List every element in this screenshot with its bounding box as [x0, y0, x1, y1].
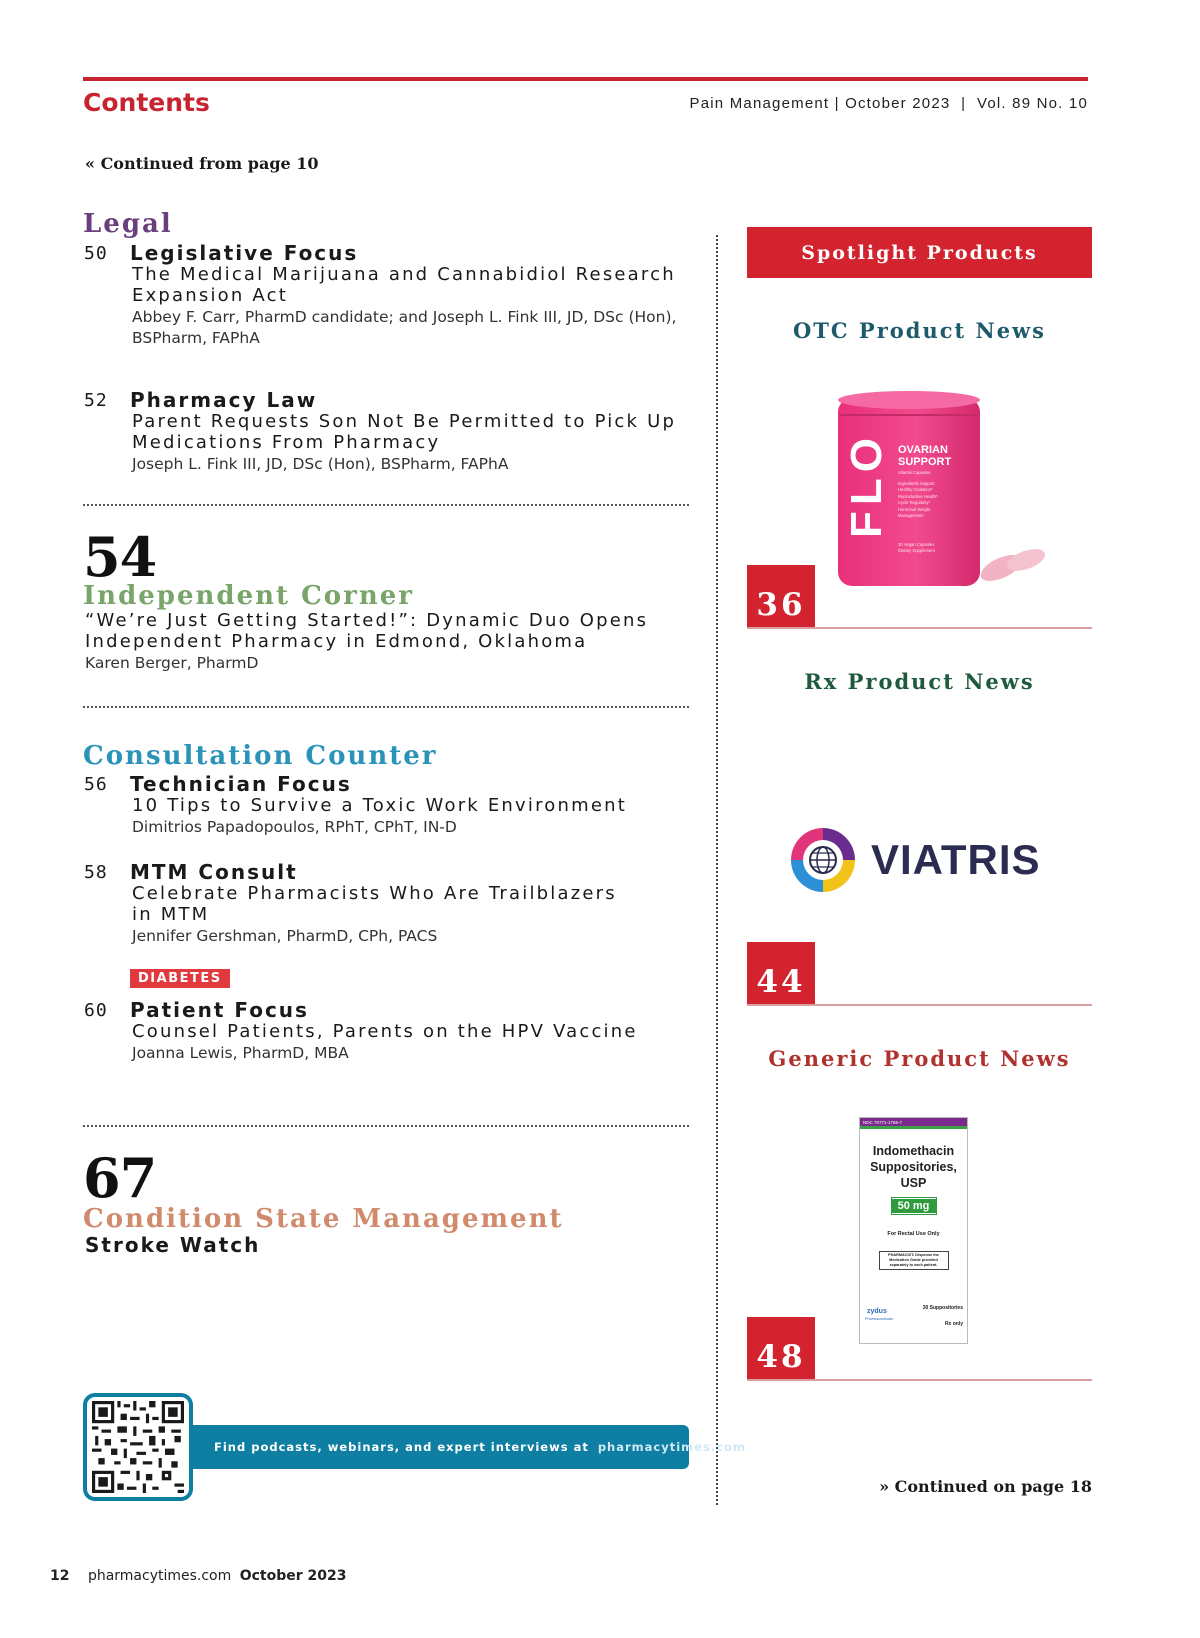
otc-heading[interactable]: OTC Product News [792, 318, 1046, 343]
entry-author [132, 307, 676, 349]
section-heading-consultation: Consultation Counter [83, 741, 438, 771]
otc-page-number[interactable]: 36 [747, 565, 815, 629]
entry-page-number: 50 [84, 243, 108, 264]
entry-subtitle-line: Counsel Patients, Parents on the HPV Vaccine [132, 1021, 638, 1042]
flo-small-line: Reproductive Health* [898, 493, 938, 499]
entry-author-line: Joseph L. Fink III, JD, DSc (Hon), BSPharm, FAPhA [132, 455, 509, 473]
section-divider [83, 1125, 689, 1127]
qr-code[interactable] [83, 1393, 193, 1501]
entry-subtitle [132, 1021, 638, 1042]
entry-subtitle-line: Medications From Pharmacy [132, 432, 441, 453]
page-footer [50, 1568, 347, 1584]
feature-page-number: 54 [83, 525, 157, 589]
entry-title[interactable]: Technician Focus [130, 772, 352, 796]
entry-subtitle [132, 883, 617, 925]
entry-title[interactable]: Patient Focus [130, 998, 309, 1022]
generic-strength-box [891, 1197, 937, 1215]
entry-subtitle-line: “We’re Just Getting Started!”: Dynamic Duo Opens [85, 610, 649, 631]
flo-small-line: 30 Vegan Capsules [898, 541, 935, 547]
generic-page-number[interactable]: 48 [747, 1317, 815, 1381]
entry-author [132, 1043, 349, 1064]
entry-author-line: Jennifer Gershman, PharmD, CPh, PACS [132, 927, 438, 945]
entry-page-number: 52 [84, 390, 108, 411]
entry-author-line: Joanna Lewis, PharmD, MBA [132, 1044, 349, 1062]
header-rule [83, 77, 1088, 81]
viatris-wordmark: VIATRIS [871, 836, 1041, 883]
flo-small-line: Dietary Supplement [898, 548, 935, 553]
entry-subtitle-line: 10 Tips to Survive a Toxic Work Environment [132, 795, 627, 816]
otc-rule [747, 627, 1092, 629]
entry-page-number: 58 [84, 862, 108, 883]
rx-rule [747, 1004, 1092, 1006]
entry-subtitle-line: Celebrate Pharmacists Who Are Trailblazers [132, 883, 617, 904]
promo-text: Find podcasts, webinars, and expert interviews at [214, 1440, 594, 1454]
flo-small-line: Cycle Regularity* [898, 500, 931, 505]
generic-name-line: Indomethacin [872, 1144, 955, 1158]
generic-ndc: NDC 70771-1766-7 [863, 1120, 903, 1125]
topic-badge: DIABETES [130, 969, 230, 988]
rx-page-number[interactable]: 44 [747, 942, 815, 1006]
entry-page-number: 60 [84, 1000, 108, 1021]
generic-top-band [860, 1118, 967, 1129]
generic-count: 30 Suppositories [922, 1305, 963, 1311]
generic-notice [879, 1251, 949, 1270]
viatris-logo[interactable] [787, 822, 1052, 898]
flo-small-line: Management* [898, 513, 925, 518]
flo-label-line: SUPPORT [898, 456, 952, 468]
promo-banner[interactable] [190, 1425, 746, 1469]
entry-subtitle [132, 411, 676, 453]
qr-code-icon [92, 1401, 184, 1493]
flo-small-line: Hormonal Weight [898, 506, 931, 512]
generic-name-line: Suppositories, [870, 1160, 957, 1174]
generic-name [860, 1143, 967, 1191]
entry-subtitle-line: Parent Requests Son Not Be Permitted to Pick Up [132, 411, 677, 432]
generic-rule [747, 1379, 1092, 1381]
entry-title[interactable]: Pharmacy Law [130, 388, 318, 412]
column-divider [716, 235, 718, 1505]
generic-rx: Rx only [944, 1321, 963, 1327]
entry-subtitle [85, 610, 648, 652]
flo-small-line: Healthy Ovulation* [898, 487, 933, 492]
feature-page-number: 67 [83, 1146, 157, 1210]
entry-title[interactable]: Legislative Focus [130, 241, 359, 265]
generic-notice-line: Medication Guide provided [889, 1258, 938, 1262]
section-heading-independent[interactable]: Independent Corner [83, 581, 414, 611]
entry-author [132, 926, 437, 947]
entry-author [132, 454, 508, 475]
generic-heading[interactable]: Generic Product News [768, 1046, 1071, 1071]
flo-small-print [898, 470, 938, 555]
footer-site[interactable]: pharmacytimes.com [87, 1568, 232, 1584]
entry-subtitle [132, 795, 627, 816]
section-divider [83, 504, 689, 506]
generic-name-line: USP [900, 1176, 927, 1190]
entry-page-number: 56 [84, 774, 108, 795]
flo-brand: FLO [842, 432, 891, 538]
entry-subtitle-line: Independent Pharmacy in Edmond, Oklahoma [85, 631, 588, 652]
page-title: Contents [83, 88, 210, 117]
section-heading-legal: Legal [83, 209, 173, 239]
generic-product-image[interactable] [859, 1117, 968, 1344]
zydus-logo: zydus [867, 1308, 887, 1315]
generic-strength: 50 mg [892, 1199, 936, 1213]
entry-subtitle-line: in MTM [132, 904, 210, 925]
footer-page-number: 12 [50, 1568, 70, 1584]
generic-notice-line: PHARMACIST: Dispense the [888, 1253, 939, 1257]
entry-author-line: BSPharm, FAPhA [132, 329, 260, 347]
entry-subtitle-line: Expansion Act [132, 285, 288, 306]
entry-subtitle-line: The Medical Marijuana and Cannabidiol Research [132, 264, 676, 285]
zydus-sub: Pharmaceuticals [865, 1317, 894, 1321]
entry-author-line: Abbey F. Carr, PharmD candidate; and Joseph L. Fink III, JD, DSc (Hon), [132, 308, 677, 326]
flo-small-line: Vitamin Capsules [898, 470, 931, 475]
section-divider [83, 706, 689, 708]
entry-title[interactable]: Stroke Watch [85, 1233, 261, 1257]
section-heading-condition[interactable]: Condition State Management [83, 1204, 564, 1234]
flo-small-line: Ingredients Support [898, 480, 935, 486]
entry-author-line: Dimitrios Papadopoulos, RPhT, CPhT, IN-D [132, 818, 457, 836]
viatris-globe-icon [787, 824, 859, 896]
continued-to-link[interactable]: » Continued on page 18 [879, 1477, 1092, 1496]
entry-author: Karen Berger, PharmD [85, 654, 259, 672]
issue-info: Pain Management | October 2023 | Vol. 89 No. 10 [689, 95, 1088, 112]
promo-link[interactable]: pharmacytimes.com [597, 1440, 746, 1454]
spotlight-header: Spotlight Products [747, 227, 1092, 278]
generic-use: For Rectal Use Only [887, 1231, 940, 1237]
flo-label [898, 444, 951, 468]
generic-notice-line: separately to each patient. [889, 1263, 938, 1267]
flo-label-line: OVARIAN [898, 444, 948, 456]
entry-author [132, 817, 457, 838]
otc-product-image[interactable] [836, 388, 1046, 594]
entry-title[interactable]: MTM Consult [130, 860, 298, 884]
rx-heading[interactable]: Rx Product News [804, 669, 1035, 694]
entry-subtitle [132, 264, 676, 306]
footer-date: October 2023 [239, 1568, 347, 1584]
continued-from-link[interactable]: « Continued from page 10 [85, 154, 319, 173]
